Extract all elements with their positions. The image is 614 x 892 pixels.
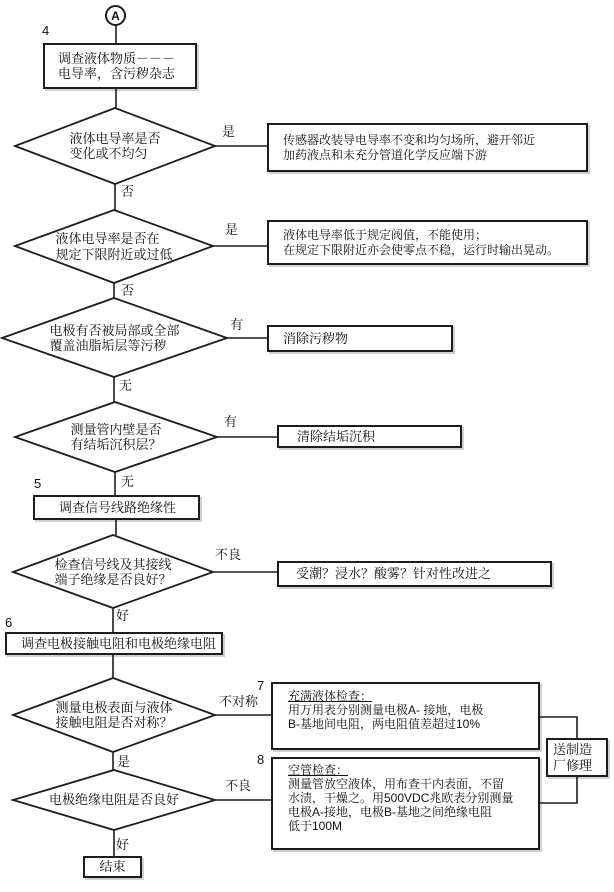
check-box-empty-pipe-test [271, 757, 540, 850]
branch-label-yes: 是 [225, 222, 239, 237]
on-page-connector-a [105, 5, 126, 26]
check-box-line: B-基地间电阻，两电阻值差超过10% [288, 717, 481, 731]
remedy-line: 消除污秽物 [283, 330, 349, 346]
branch-label-asymmetric: 不对称 [219, 694, 259, 709]
branch-label-bad: 不良 [215, 547, 242, 562]
check-box-line: 电极A-接地，电极B-基地之间绝缘电阻 [288, 805, 493, 819]
branch-label-yes: 是 [117, 754, 131, 769]
terminal-label: 结束 [99, 859, 126, 875]
action-line: 送制造 [553, 742, 593, 757]
branch-label-yes: 是 [222, 124, 236, 139]
process-box-check-signal-line-insulation [33, 495, 200, 520]
branch-label-no: 否 [121, 283, 135, 298]
decision-text-scale-deposit [15, 406, 217, 468]
check-box-line: 水渍，干燥之。用500VDC兆欧表分别测量 [288, 791, 514, 805]
decision-line: 规定下限附近或过低 [55, 246, 173, 262]
step-number-4: 4 [42, 23, 50, 38]
step-number-7: 7 [257, 678, 265, 693]
process-box-investigate-liquid [43, 43, 197, 89]
decision-line: 测量管内壁是否 [70, 421, 162, 437]
decision-text-conductivity-varying [15, 112, 215, 180]
check-box-line: 测量管放空液体，用布查干内表面，不留 [288, 777, 505, 791]
terminal-box-end [83, 856, 142, 878]
process-box-line: 调查信号线路绝缘性 [59, 499, 177, 515]
step-number-6: 6 [5, 615, 13, 630]
remedy-line: 受潮？浸水？酸雾？针对性改进之 [296, 566, 492, 582]
decision-line: 检查信号线及其接线 [54, 556, 172, 572]
branch-label-yes: 有 [230, 317, 244, 332]
branch-label-no: 无 [121, 474, 135, 489]
branch-label-no: 无 [119, 378, 133, 393]
remedy-line: 传感器改装导电导率不变和均匀场所，避开邻近 [283, 132, 536, 147]
remedy-box-conductivity-below-threshold [267, 220, 588, 265]
connector-line-box8-to-repair [540, 777, 577, 803]
remedy-line: 液体电导率低于规定阀值，不能使用； [283, 227, 488, 242]
step-number-5: 5 [34, 476, 42, 491]
remedy-box-relocate-sensor [267, 123, 588, 172]
process-box-line: 电导率，含污秽杂志 [58, 66, 176, 81]
decision-line: 覆盖油脂垢层等污秽 [49, 338, 167, 353]
decision-text-electrode-insulation [13, 774, 215, 826]
process-box-line: 调查液体物质－－－ [58, 50, 176, 66]
check-box-title: 充满液体检查： [288, 689, 373, 703]
decision-text-conductivity-low [15, 214, 213, 279]
decision-line: 测量电极表面与液体 [55, 699, 173, 715]
decision-line: 变化或不均匀 [69, 146, 148, 161]
remedy-line: 加药液点和未充分管道化学反应端下游 [283, 147, 488, 162]
decision-line: 电极绝缘电阻是否良好 [48, 792, 179, 808]
decision-line: 液体电导率是否 [69, 130, 161, 146]
decision-line: 电极有否被局部或全部 [49, 322, 180, 338]
step-number-8: 8 [257, 752, 265, 767]
connector-a-label: A [111, 8, 120, 23]
decision-text-contact-resistance-symmetric [13, 682, 215, 748]
check-box-line: 低于100M [288, 819, 343, 833]
decision-text-electrode-fouled [2, 302, 227, 374]
remedy-box-remove-scale [277, 425, 462, 448]
action-line: 厂修理 [553, 757, 593, 773]
decision-line: 接触电阻是否对称？ [55, 715, 173, 730]
remedy-line: 在规定下限附近亦会使零点不稳，运行时输出晃动。 [283, 242, 560, 257]
remedy-box-remove-fouling [267, 325, 453, 352]
decision-line: 有结垢沉积层？ [70, 437, 162, 452]
branch-label-good: 好 [116, 837, 130, 852]
decision-line: 端子绝缘是否良好？ [54, 572, 172, 587]
branch-label-good: 好 [116, 608, 130, 623]
check-box-title: 空管检查： [288, 763, 349, 777]
check-box-line: 用万用表分别测量电极A- 接地，电极 [288, 703, 484, 717]
process-box-line: 调查电极接触电阻和电极绝缘电阻 [21, 635, 217, 651]
remedy-box-moisture-improve [277, 561, 552, 587]
process-box-check-electrode-resistance [5, 632, 223, 655]
branch-label-yes: 有 [224, 414, 238, 429]
branch-label-no: 否 [121, 184, 135, 199]
connector-line-box7-to-repair [540, 717, 577, 738]
check-box-full-liquid-test [271, 682, 540, 750]
branch-label-bad: 不良 [225, 778, 252, 793]
decision-text-signal-insulation [13, 539, 213, 605]
decision-line: 液体电导率是否在 [55, 231, 160, 246]
action-box-send-to-manufacturer [546, 738, 608, 777]
remedy-line: 清除结垢沉积 [297, 428, 376, 444]
